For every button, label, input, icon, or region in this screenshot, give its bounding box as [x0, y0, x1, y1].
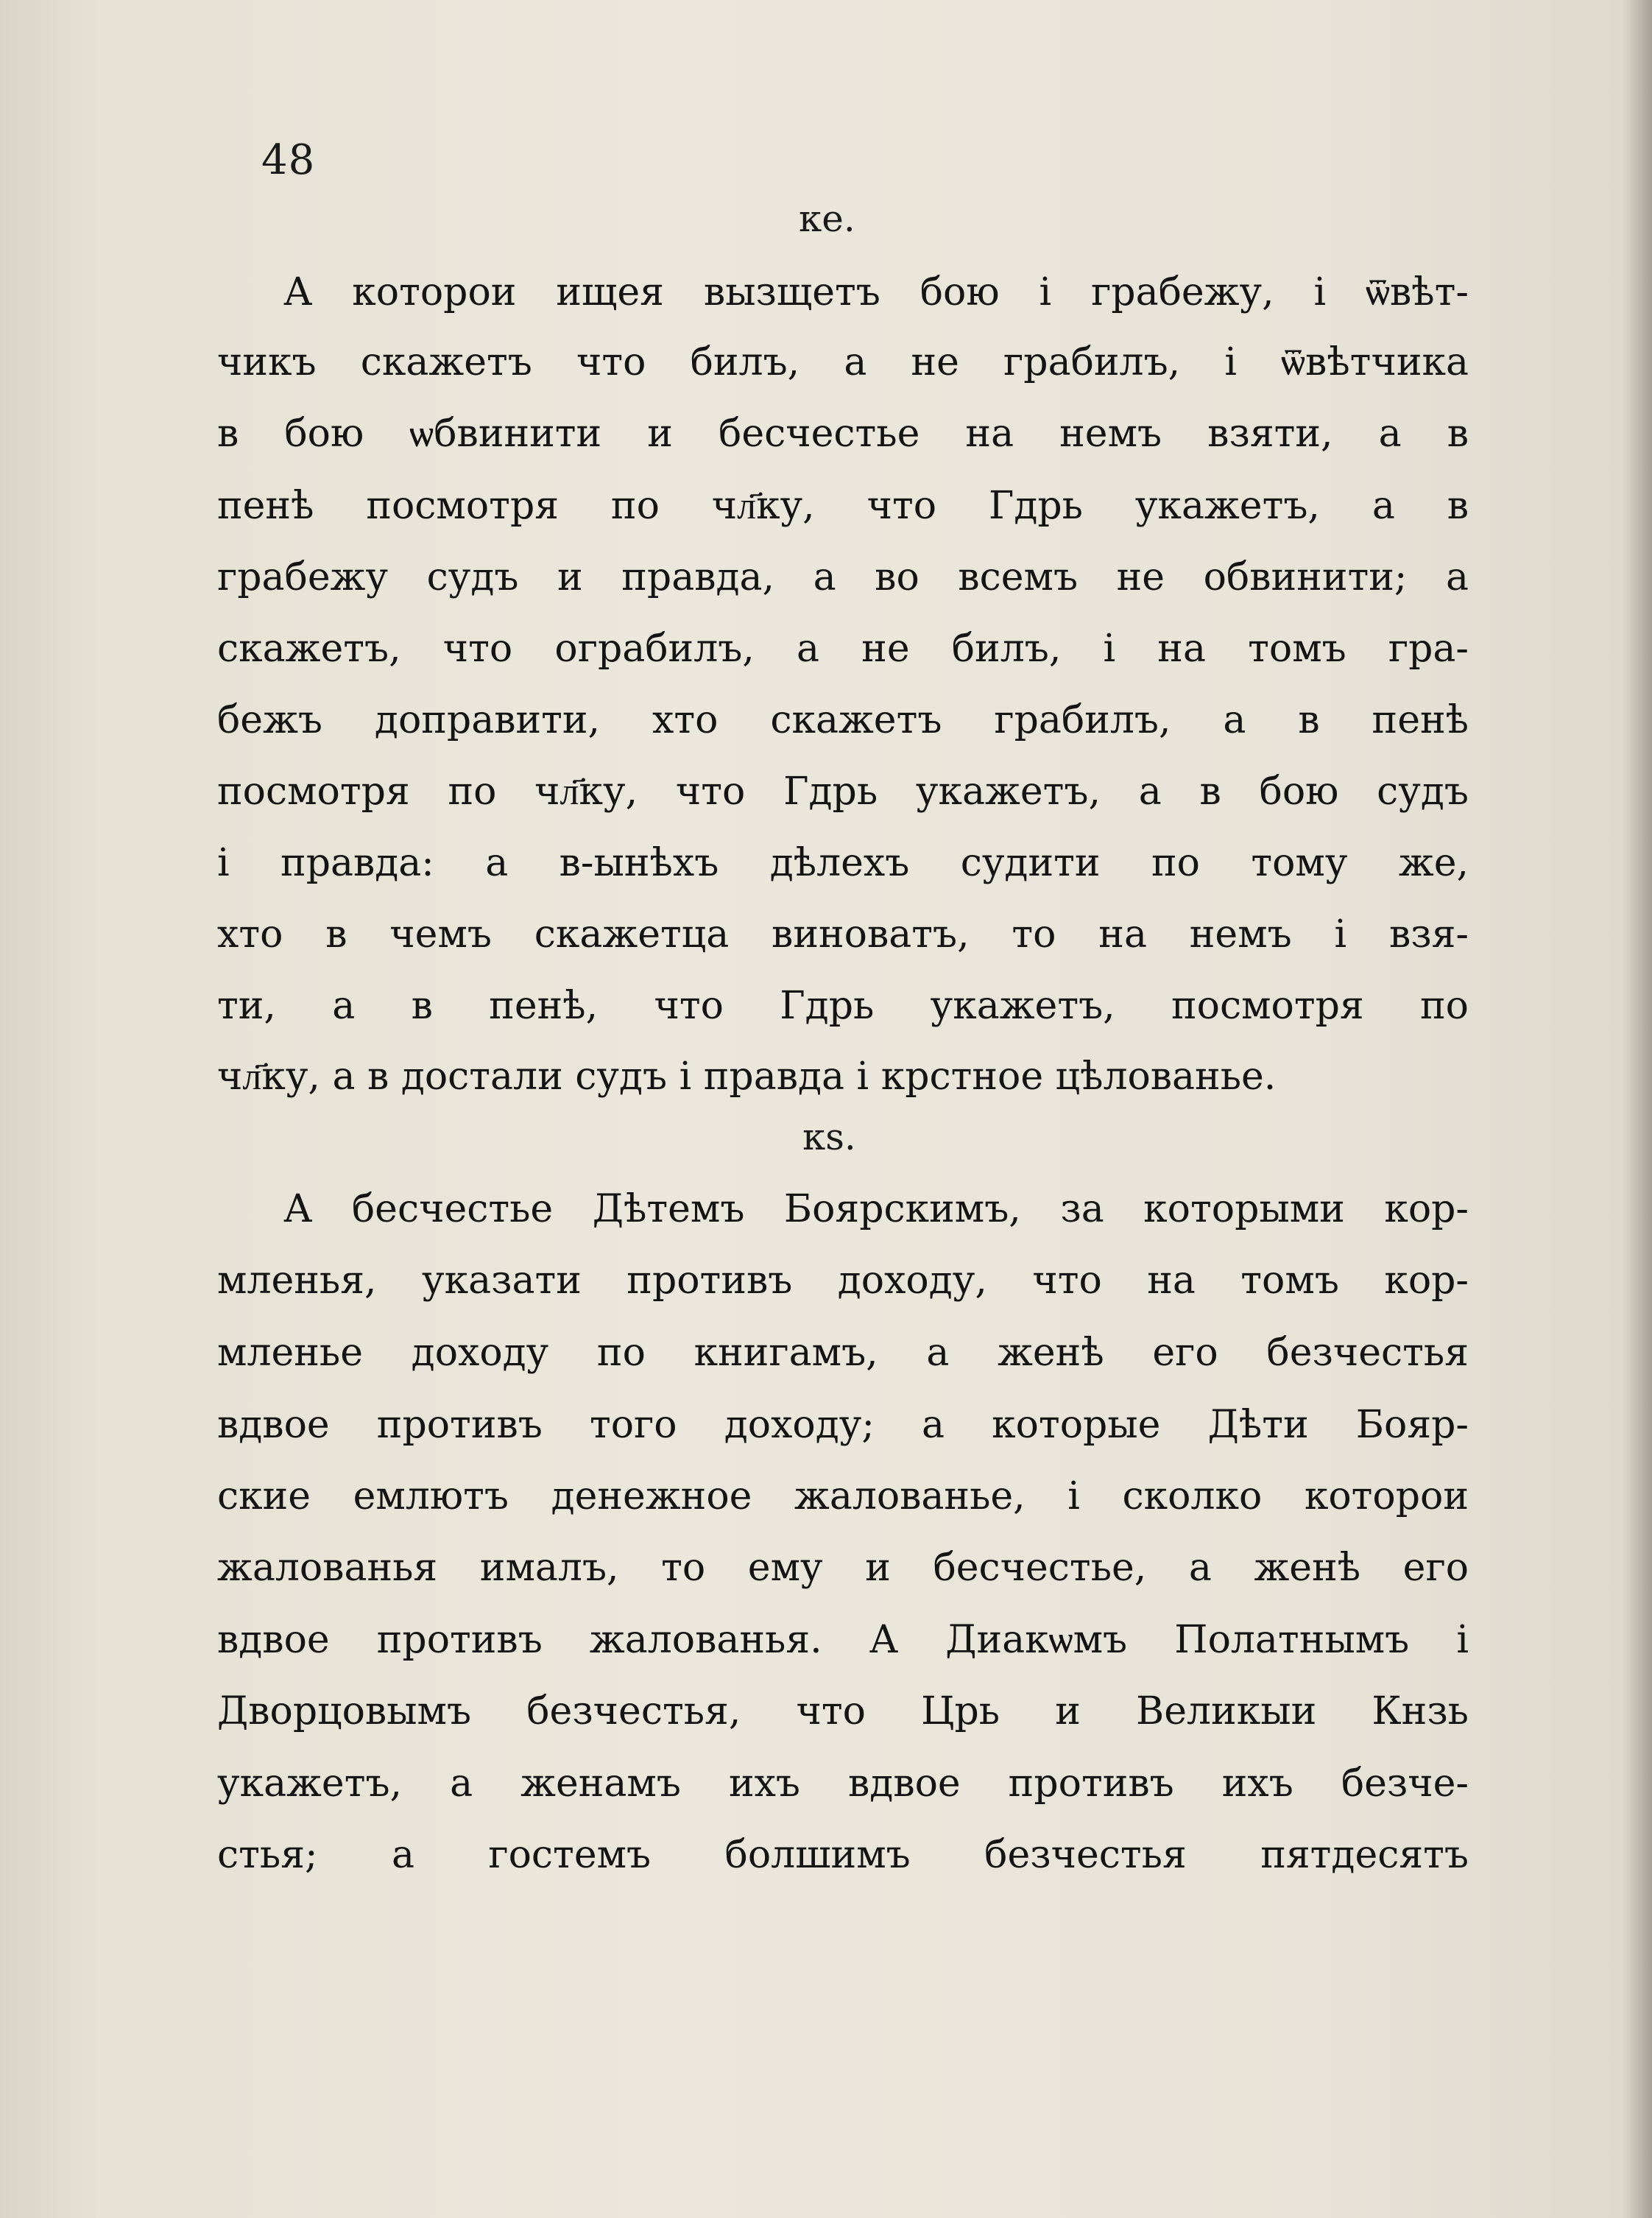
text-line: скажетъ, что ограбилъ, а не билъ, і на томъ гра- [217, 627, 1469, 671]
page-number: 48 [261, 136, 316, 184]
text-line: вдвое противъ того доходу; а которые Дѣти Бояр- [217, 1403, 1469, 1447]
text-line: А которои ищея вызщетъ бою і грабежу, і ѿвѣт- [283, 270, 1469, 314]
text-line: стья; а гостемъ болшимъ безчестья пятдесятъ [217, 1833, 1469, 1877]
text-line: вдвое противъ жалованья. А Диакѡмъ Полатнымъ і [217, 1618, 1469, 1662]
text-line: укажетъ, а женамъ ихъ вдвое противъ ихъ безче- [217, 1761, 1469, 1806]
text-line: Дворцовымъ безчестья, что Црь и Великыи Кнзь [217, 1689, 1469, 1733]
text-line: хто в чемъ скажетца виноватъ, то на немъ і взя- [217, 912, 1469, 957]
text-line: посмотря по чл҃ку, что Гдрь укажетъ, а в бою судъ [217, 770, 1469, 814]
text-line: пенѣ посмотря по чл҃ку, что Гдрь укажетъ, а в [217, 484, 1469, 528]
page-edge-shadow [1623, 0, 1652, 2218]
text-line: мленье доходу по книгамъ, а женѣ его безчестья [217, 1331, 1469, 1375]
text-line: ти, а в пенѣ, что Гдрь укажетъ, посмотря по [217, 984, 1469, 1028]
section-mark-26: кѕ. [802, 1116, 856, 1158]
text-line: бежъ доправити, хто скажетъ грабилъ, а в пенѣ [217, 698, 1469, 742]
text-line: чл҃ку, а в достали судъ і правда і крстное цѣлованье. [217, 1055, 1277, 1099]
text-line: мленья, указати противъ доходу, что на томъ кор- [217, 1258, 1469, 1303]
text-line: в бою ѡбвинити и бесчестье на немъ взяти, а в [217, 412, 1469, 456]
text-line: ские емлютъ денежное жалованье, і сколко которои [217, 1474, 1469, 1518]
text-line: А бесчестье Дѣтемъ Боярскимъ, за которыми кор- [283, 1187, 1469, 1231]
text-line: грабежу судъ и правда, а во всемъ не обвинити; а [217, 555, 1469, 599]
text-line: і правда: а в-ынѣхъ дѣлехъ судити по тому же, [217, 841, 1469, 885]
text-line: чикъ скажетъ что билъ, а не грабилъ, і ѿвѣтчика [217, 340, 1469, 384]
section-mark-25: ке. [799, 197, 855, 240]
text-line: жалованья ималъ, то ему и бесчестье, а женѣ его [217, 1546, 1469, 1590]
